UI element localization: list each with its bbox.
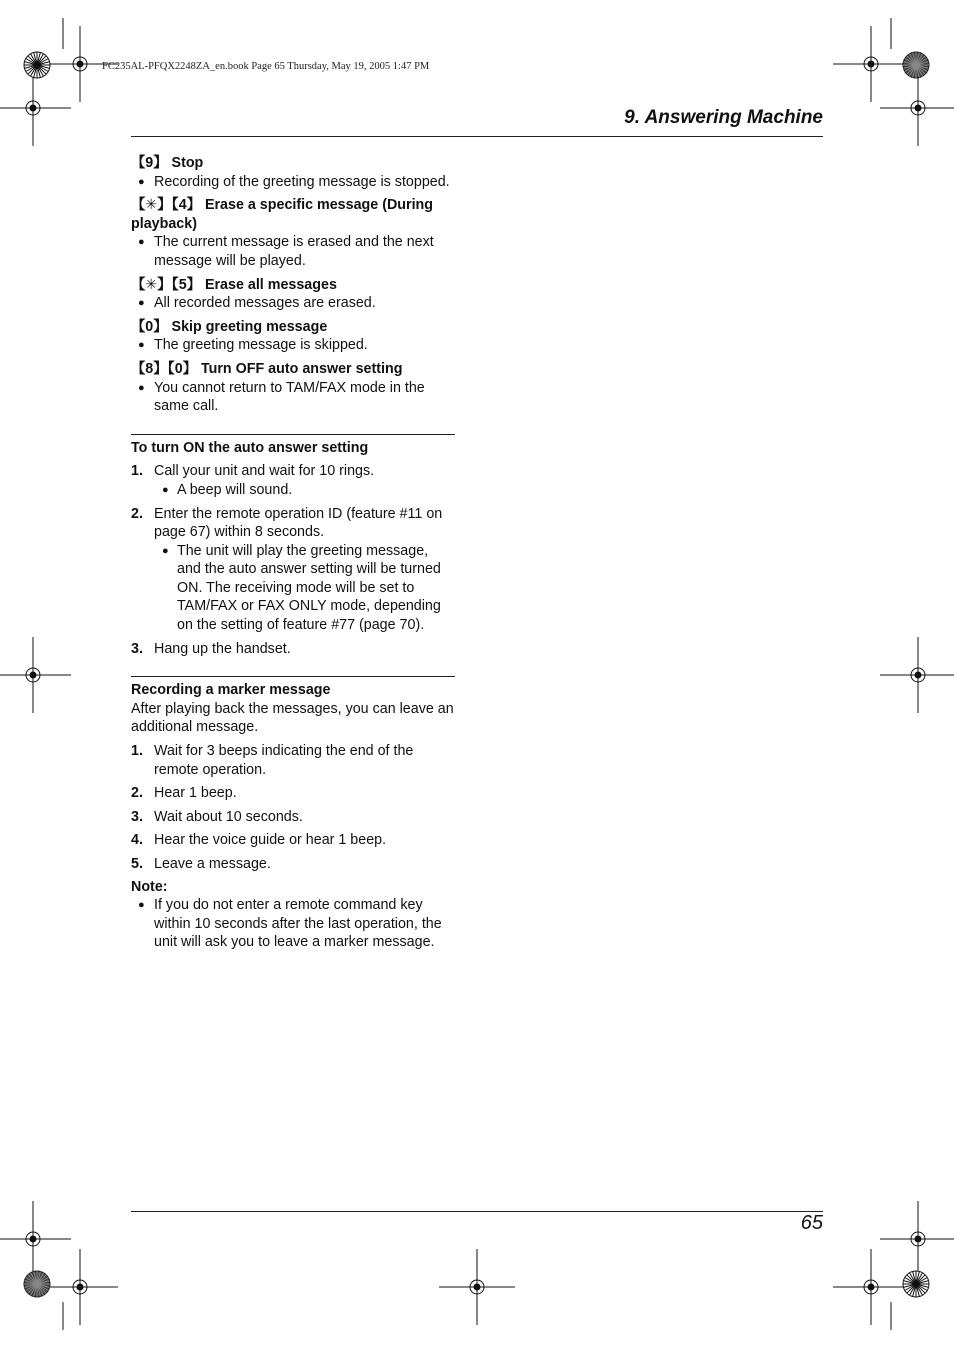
step-item: 1. Wait for 3 beeps indicating the end of the remote operation.: [131, 743, 414, 778]
section-heading-marker-message: Recording a marker message: [131, 676, 455, 700]
step-number: 4.: [131, 832, 143, 849]
step-number: 1.: [131, 743, 143, 760]
key-code: 【0】: [131, 318, 168, 335]
auto-answer-steps: [131, 462, 455, 658]
marker-intro: After playing back the messages, you can leave an additional message.: [131, 700, 454, 736]
bullet-icon: ●: [138, 899, 145, 912]
bullet-icon: ●: [138, 297, 145, 310]
step-number: 2.: [131, 785, 143, 802]
header-rule: [131, 136, 823, 137]
section-heading-auto-answer: To turn ON the auto answer setting: [131, 434, 455, 458]
step-item: 5. Leave a message.: [131, 856, 271, 872]
step-number: 1.: [131, 463, 143, 480]
list-item: ● You cannot return to TAM/FAX mode in the same call.: [138, 379, 425, 415]
step-number: 3.: [131, 640, 143, 657]
bullet-icon: ●: [138, 236, 145, 249]
key-title: Stop: [171, 155, 204, 171]
key-item-erase-all: [131, 276, 455, 295]
list-item: ● The current message is erased and the next message will be played.: [138, 234, 434, 269]
key-title: Skip greeting message: [171, 318, 328, 335]
page-number: 65: [800, 1212, 823, 1234]
bullet-icon: ●: [138, 175, 145, 188]
key-item-erase-specific: [131, 196, 455, 233]
footer-rule: [131, 1211, 823, 1212]
step-number: 3.: [131, 808, 143, 825]
bullet-icon: ●: [138, 381, 145, 394]
sub-item: ● The unit will play the greeting message, and the auto answer setting will be turned ON. The receiving mode will be set to TAM/FAX or FAX ONLY mode, depending on the setting of feature #77 (page 70).: [162, 542, 441, 634]
sub-item: ● A beep will sound.: [162, 481, 293, 498]
key-item-skip-greeting: [131, 318, 455, 337]
key-list: [131, 154, 455, 416]
key-title: Erase all messages: [204, 276, 337, 293]
bullet-icon: ●: [162, 483, 169, 496]
key-code: 【✳】【5】: [131, 276, 201, 293]
note-item: ● If you do not enter a remote command key within 10 seconds after the last operation, the unit will ask you to leave a marker message.: [138, 897, 442, 951]
chapter-title: 9. Answering Machine: [624, 107, 823, 128]
main-column: [131, 154, 455, 952]
key-item-turn-off-auto-answer: [131, 360, 455, 379]
list-item: ● The greeting message is skipped.: [138, 337, 368, 354]
step-number: 2.: [131, 505, 143, 522]
key-code: 【✳】【4】: [131, 197, 201, 214]
step-item: 2. Hear 1 beep.: [131, 785, 237, 802]
step-item: 2. Enter the remote operation ID (feature #11 on page 67) within 8 seconds. ● The unit will play the greeting message, and the auto answer setting will be turned ON. The receiving mode will be set to TAM/FAX or FAX ONLY mode, depending on the setting of feature #77 (page 70).: [131, 505, 455, 635]
book-header: FC235AL-PFQX2248ZA_en.book Page 65 Thursday, May 19, 2005 1:47 PM: [102, 61, 430, 72]
key-title: Erase a specific message (During playback): [131, 197, 434, 232]
marker-steps: [131, 742, 455, 874]
step-item: 1. Call your unit and wait for 10 rings. ● A beep will sound.: [131, 462, 455, 499]
key-title: Turn OFF auto answer setting: [200, 360, 403, 377]
key-code: 【8】【0】: [131, 360, 197, 377]
note-label: Note:: [131, 878, 168, 895]
key-code: 【9】: [131, 155, 168, 171]
step-item: 3. Wait about 10 seconds.: [131, 808, 303, 825]
bullet-icon: ●: [162, 544, 169, 557]
step-number: 5.: [131, 856, 143, 872]
list-item: ● All recorded messages are erased.: [138, 295, 376, 312]
step-item: 4. Hear the voice guide or hear 1 beep.: [131, 832, 387, 849]
bullet-icon: ●: [138, 339, 145, 352]
key-item-stop: [131, 154, 455, 173]
step-item: 3. Hang up the handset.: [131, 640, 291, 657]
list-item: ● Recording of the greeting message is stopped.: [138, 173, 450, 190]
